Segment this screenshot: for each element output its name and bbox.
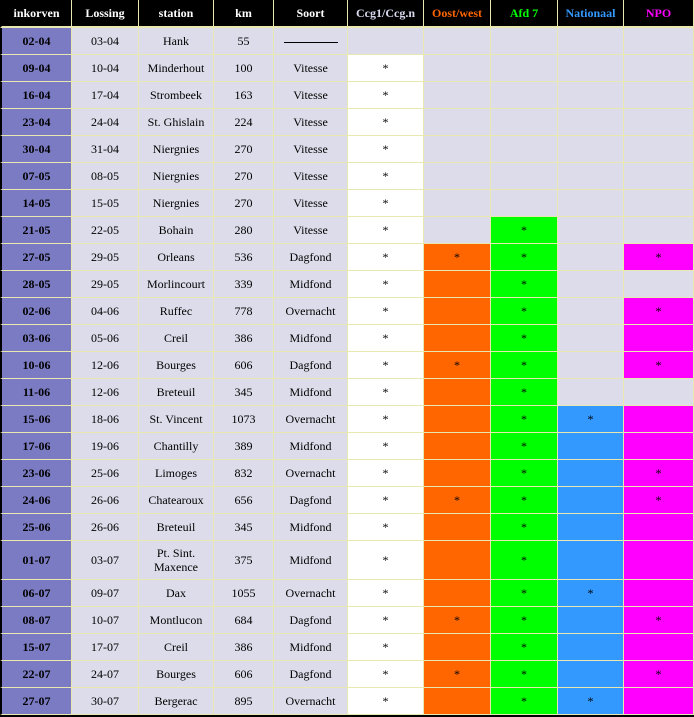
cell-km: 606 xyxy=(214,352,274,379)
cell-km: 1055 xyxy=(214,580,274,607)
cell-ccg: * xyxy=(348,406,424,433)
cell-station: Breteuil xyxy=(139,514,214,541)
cell-afd7: * xyxy=(491,580,558,607)
cell-km: 832 xyxy=(214,460,274,487)
cell-npo xyxy=(624,433,694,460)
cell-lossing: 05-06 xyxy=(72,325,139,352)
cell-station: Bergerac xyxy=(139,688,214,715)
cell-station: Breteuil xyxy=(139,379,214,406)
cell-inkorven: 03-06 xyxy=(0,325,72,352)
cell-nationaal xyxy=(558,433,624,460)
cell-nationaal xyxy=(558,514,624,541)
cell-inkorven: 11-06 xyxy=(0,379,72,406)
cell-ccg: * xyxy=(348,487,424,514)
cell-oost-west: * xyxy=(424,244,491,271)
cell-inkorven: 15-06 xyxy=(0,406,72,433)
cell-km: 389 xyxy=(214,433,274,460)
cell-ccg: * xyxy=(348,109,424,136)
cell-oost-west: * xyxy=(424,661,491,688)
table-header xyxy=(0,0,694,28)
cell-km: 345 xyxy=(214,379,274,406)
cell-nationaal xyxy=(558,28,624,55)
cell-oost-west xyxy=(424,514,491,541)
cell-km: 375 xyxy=(214,541,274,580)
cell-afd7: * xyxy=(491,217,558,244)
cell-station: Orleans xyxy=(139,244,214,271)
table-row xyxy=(0,163,694,190)
cell-nationaal xyxy=(558,298,624,325)
header-inkorven: inkorven xyxy=(0,0,72,28)
cell-soort: Midfond xyxy=(274,634,348,661)
cell-km: 386 xyxy=(214,325,274,352)
cell-npo xyxy=(624,514,694,541)
cell-afd7: * xyxy=(491,406,558,433)
cell-station: Dax xyxy=(139,580,214,607)
cell-inkorven: 27-07 xyxy=(0,688,72,715)
cell-afd7: * xyxy=(491,460,558,487)
cell-soort: Dagfond xyxy=(274,607,348,634)
table-row xyxy=(0,325,694,352)
table-body xyxy=(0,28,694,715)
cell-station: Chantilly xyxy=(139,433,214,460)
cell-lossing: 04-06 xyxy=(72,298,139,325)
cell-km: 270 xyxy=(214,136,274,163)
cell-ccg: * xyxy=(348,541,424,580)
cell-lossing: 15-05 xyxy=(72,190,139,217)
cell-station: Morlincourt xyxy=(139,271,214,298)
table-row xyxy=(0,460,694,487)
cell-nationaal xyxy=(558,607,624,634)
cell-npo xyxy=(624,28,694,55)
cell-afd7: * xyxy=(491,514,558,541)
cell-soort: Vitesse xyxy=(274,82,348,109)
cell-km: 55 xyxy=(214,28,274,55)
cell-afd7: * xyxy=(491,325,558,352)
cell-lossing: 29-05 xyxy=(72,271,139,298)
cell-inkorven: 02-06 xyxy=(0,298,72,325)
cell-ccg: * xyxy=(348,325,424,352)
cell-afd7: * xyxy=(491,298,558,325)
cell-oost-west xyxy=(424,190,491,217)
cell-ccg: * xyxy=(348,514,424,541)
cell-oost-west xyxy=(424,688,491,715)
header-station: station xyxy=(139,0,214,28)
cell-soort: Overnacht xyxy=(274,460,348,487)
cell-lossing: 10-07 xyxy=(72,607,139,634)
cell-nationaal xyxy=(558,460,624,487)
table-row xyxy=(0,244,694,271)
header-ccg: Ccg1/Ccg.n xyxy=(348,0,424,28)
cell-npo xyxy=(624,82,694,109)
cell-soort: Overnacht xyxy=(274,298,348,325)
cell-inkorven: 02-04 xyxy=(0,28,72,55)
table-row xyxy=(0,217,694,244)
cell-oost-west xyxy=(424,379,491,406)
cell-lossing: 17-04 xyxy=(72,82,139,109)
cell-soort: Vitesse xyxy=(274,136,348,163)
cell-npo xyxy=(624,688,694,715)
cell-inkorven: 24-06 xyxy=(0,487,72,514)
cell-lossing: 17-07 xyxy=(72,634,139,661)
table-row xyxy=(0,190,694,217)
cell-km: 386 xyxy=(214,634,274,661)
cell-npo xyxy=(624,109,694,136)
header-afd7: Afd 7 xyxy=(491,0,558,28)
cell-soort: Vitesse xyxy=(274,55,348,82)
cell-station: Bourges xyxy=(139,352,214,379)
cell-ccg xyxy=(348,28,424,55)
cell-soort: Midfond xyxy=(274,379,348,406)
cell-npo xyxy=(624,271,694,298)
cell-inkorven: 07-05 xyxy=(0,163,72,190)
cell-afd7: * xyxy=(491,271,558,298)
cell-oost-west xyxy=(424,460,491,487)
cell-ccg: * xyxy=(348,190,424,217)
cell-nationaal xyxy=(558,55,624,82)
table-row xyxy=(0,109,694,136)
cell-npo xyxy=(624,406,694,433)
cell-soort: Dagfond xyxy=(274,661,348,688)
cell-lossing: 26-06 xyxy=(72,514,139,541)
cell-afd7: * xyxy=(491,379,558,406)
cell-nationaal xyxy=(558,487,624,514)
cell-station: Creil xyxy=(139,325,214,352)
cell-npo: * xyxy=(624,352,694,379)
cell-km: 345 xyxy=(214,514,274,541)
cell-afd7: * xyxy=(491,688,558,715)
header-km: km xyxy=(214,0,274,28)
cell-inkorven: 25-06 xyxy=(0,514,72,541)
cell-afd7: * xyxy=(491,352,558,379)
table-row xyxy=(0,634,694,661)
header-soort: Soort xyxy=(274,0,348,28)
table-row xyxy=(0,514,694,541)
cell-km: 224 xyxy=(214,109,274,136)
cell-km: 339 xyxy=(214,271,274,298)
cell-nationaal xyxy=(558,163,624,190)
cell-npo xyxy=(624,325,694,352)
cell-inkorven: 27-05 xyxy=(0,244,72,271)
cell-station: Hank xyxy=(139,28,214,55)
cell-oost-west xyxy=(424,28,491,55)
table-row xyxy=(0,271,694,298)
cell-km: 280 xyxy=(214,217,274,244)
cell-km: 270 xyxy=(214,163,274,190)
cell-npo xyxy=(624,580,694,607)
cell-npo xyxy=(624,190,694,217)
cell-soort: Dagfond xyxy=(274,352,348,379)
cell-npo xyxy=(624,55,694,82)
cell-npo xyxy=(624,379,694,406)
cell-inkorven: 21-05 xyxy=(0,217,72,244)
cell-lossing: 26-06 xyxy=(72,487,139,514)
cell-nationaal xyxy=(558,661,624,688)
cell-afd7 xyxy=(491,55,558,82)
cell-inkorven: 15-07 xyxy=(0,634,72,661)
cell-soort: Midfond xyxy=(274,433,348,460)
cell-oost-west xyxy=(424,271,491,298)
cell-lossing: 30-07 xyxy=(72,688,139,715)
cell-nationaal: * xyxy=(558,580,624,607)
cell-soort: Midfond xyxy=(274,325,348,352)
cell-inkorven: 06-07 xyxy=(0,580,72,607)
cell-nationaal xyxy=(558,352,624,379)
cell-station: St. Vincent xyxy=(139,406,214,433)
cell-ccg: * xyxy=(348,55,424,82)
cell-oost-west xyxy=(424,580,491,607)
cell-ccg: * xyxy=(348,607,424,634)
cell-oost-west xyxy=(424,433,491,460)
cell-afd7: * xyxy=(491,244,558,271)
cell-oost-west xyxy=(424,163,491,190)
cell-soort: Midfond xyxy=(274,541,348,580)
cell-lossing: 24-07 xyxy=(72,661,139,688)
cell-afd7: * xyxy=(491,634,558,661)
table-row xyxy=(0,661,694,688)
cell-oost-west xyxy=(424,136,491,163)
cell-soort: Vitesse xyxy=(274,217,348,244)
cell-npo xyxy=(624,541,694,580)
cell-nationaal xyxy=(558,271,624,298)
table-row xyxy=(0,379,694,406)
cell-npo: * xyxy=(624,607,694,634)
cell-km: 100 xyxy=(214,55,274,82)
cell-station: St. Ghislain xyxy=(139,109,214,136)
cell-oost-west xyxy=(424,325,491,352)
cell-afd7 xyxy=(491,190,558,217)
cell-oost-west xyxy=(424,55,491,82)
cell-inkorven: 09-04 xyxy=(0,55,72,82)
cell-lossing: 29-05 xyxy=(72,244,139,271)
cell-station: Montlucon xyxy=(139,607,214,634)
table-row xyxy=(0,28,694,55)
cell-inkorven: 10-06 xyxy=(0,352,72,379)
cell-lossing: 25-06 xyxy=(72,460,139,487)
cell-km: 536 xyxy=(214,244,274,271)
cell-soort: Vitesse xyxy=(274,109,348,136)
cell-nationaal: * xyxy=(558,406,624,433)
cell-afd7 xyxy=(491,163,558,190)
cell-lossing: 12-06 xyxy=(72,352,139,379)
cell-inkorven: 23-04 xyxy=(0,109,72,136)
cell-nationaal xyxy=(558,136,624,163)
cell-station: Limoges xyxy=(139,460,214,487)
table-row xyxy=(0,607,694,634)
header-lossing: Lossing xyxy=(72,0,139,28)
cell-ccg: * xyxy=(348,688,424,715)
header-npo: NPO xyxy=(624,0,694,28)
cell-inkorven: 17-06 xyxy=(0,433,72,460)
table-row xyxy=(0,82,694,109)
cell-station: Minderhout xyxy=(139,55,214,82)
cell-npo: * xyxy=(624,244,694,271)
cell-ccg: * xyxy=(348,661,424,688)
cell-npo xyxy=(624,163,694,190)
cell-ccg: * xyxy=(348,634,424,661)
cell-afd7: * xyxy=(491,607,558,634)
cell-lossing: 31-04 xyxy=(72,136,139,163)
cell-ccg: * xyxy=(348,271,424,298)
cell-soort: Dagfond xyxy=(274,244,348,271)
cell-afd7 xyxy=(491,136,558,163)
cell-nationaal xyxy=(558,190,624,217)
cell-afd7 xyxy=(491,28,558,55)
cell-lossing: 09-07 xyxy=(72,580,139,607)
cell-inkorven: 01-07 xyxy=(0,541,72,580)
cell-nationaal xyxy=(558,109,624,136)
cell-lossing: 03-04 xyxy=(72,28,139,55)
cell-ccg: * xyxy=(348,433,424,460)
cell-lossing: 22-05 xyxy=(72,217,139,244)
cell-npo: * xyxy=(624,298,694,325)
cell-soort: Overnacht xyxy=(274,688,348,715)
cell-ccg: * xyxy=(348,82,424,109)
cell-npo xyxy=(624,217,694,244)
cell-oost-west xyxy=(424,82,491,109)
cell-station: Ruffec xyxy=(139,298,214,325)
cell-ccg: * xyxy=(348,352,424,379)
cell-oost-west xyxy=(424,634,491,661)
cell-inkorven: 22-07 xyxy=(0,661,72,688)
cell-afd7: * xyxy=(491,433,558,460)
table-row xyxy=(0,55,694,82)
cell-nationaal: * xyxy=(558,688,624,715)
cell-npo xyxy=(624,634,694,661)
cell-npo: * xyxy=(624,661,694,688)
cell-station: Chatearoux xyxy=(139,487,214,514)
table-row xyxy=(0,541,694,580)
table-row xyxy=(0,298,694,325)
cell-lossing: 08-05 xyxy=(72,163,139,190)
cell-lossing: 03-07 xyxy=(72,541,139,580)
cell-npo xyxy=(624,136,694,163)
cell-npo: * xyxy=(624,487,694,514)
cell-nationaal xyxy=(558,217,624,244)
table-row xyxy=(0,352,694,379)
cell-lossing: 24-04 xyxy=(72,109,139,136)
cell-afd7 xyxy=(491,82,558,109)
cell-station: Pt. Sint. Maxence xyxy=(139,541,214,580)
cell-oost-west xyxy=(424,298,491,325)
cell-lossing: 12-06 xyxy=(72,379,139,406)
table-row xyxy=(0,487,694,514)
cell-soort: Midfond xyxy=(274,514,348,541)
cell-ccg: * xyxy=(348,298,424,325)
cell-oost-west xyxy=(424,406,491,433)
cell-km: 606 xyxy=(214,661,274,688)
cell-nationaal xyxy=(558,244,624,271)
cell-afd7: * xyxy=(491,661,558,688)
cell-soort: Dagfond xyxy=(274,487,348,514)
cell-station: Creil xyxy=(139,634,214,661)
cell-ccg: * xyxy=(348,136,424,163)
cell-nationaal xyxy=(558,634,624,661)
cell-station: Bourges xyxy=(139,661,214,688)
cell-nationaal xyxy=(558,379,624,406)
cell-km: 895 xyxy=(214,688,274,715)
cell-soort: Overnacht xyxy=(274,580,348,607)
cell-km: 163 xyxy=(214,82,274,109)
cell-nationaal xyxy=(558,541,624,580)
cell-lossing: 18-06 xyxy=(72,406,139,433)
cell-ccg: * xyxy=(348,460,424,487)
cell-oost-west: * xyxy=(424,352,491,379)
cell-station: Niergnies xyxy=(139,136,214,163)
cell-ccg: * xyxy=(348,244,424,271)
cell-inkorven: 14-05 xyxy=(0,190,72,217)
cell-km: 1073 xyxy=(214,406,274,433)
cell-soort: Midfond xyxy=(274,271,348,298)
cell-ccg: * xyxy=(348,163,424,190)
table-row xyxy=(0,136,694,163)
cell-inkorven: 23-06 xyxy=(0,460,72,487)
cell-nationaal xyxy=(558,82,624,109)
cell-afd7: * xyxy=(491,541,558,580)
cell-oost-west xyxy=(424,541,491,580)
header-oost-west: Oost/west xyxy=(424,0,491,28)
cell-soort: Vitesse xyxy=(274,190,348,217)
table-row xyxy=(0,433,694,460)
cell-soort: Vitesse xyxy=(274,163,348,190)
cell-npo: * xyxy=(624,460,694,487)
cell-nationaal xyxy=(558,325,624,352)
cell-oost-west: * xyxy=(424,607,491,634)
cell-km: 270 xyxy=(214,190,274,217)
dash-line xyxy=(284,42,338,43)
cell-station: Niergnies xyxy=(139,163,214,190)
cell-ccg: * xyxy=(348,217,424,244)
cell-station: Niergnies xyxy=(139,190,214,217)
cell-station: Strombeek xyxy=(139,82,214,109)
cell-oost-west xyxy=(424,109,491,136)
cell-inkorven: 08-07 xyxy=(0,607,72,634)
cell-soort: Overnacht xyxy=(274,406,348,433)
table-row xyxy=(0,688,694,715)
header-nationaal: Nationaal xyxy=(558,0,624,28)
cell-inkorven: 28-05 xyxy=(0,271,72,298)
cell-km: 656 xyxy=(214,487,274,514)
cell-inkorven: 30-04 xyxy=(0,136,72,163)
table-row xyxy=(0,406,694,433)
cell-ccg: * xyxy=(348,580,424,607)
cell-lossing: 19-06 xyxy=(72,433,139,460)
cell-ccg: * xyxy=(348,379,424,406)
table-row xyxy=(0,580,694,607)
cell-station: Bohain xyxy=(139,217,214,244)
cell-km: 778 xyxy=(214,298,274,325)
cell-afd7: * xyxy=(491,487,558,514)
cell-lossing: 10-04 xyxy=(72,55,139,82)
cell-soort xyxy=(274,28,348,55)
cell-km: 684 xyxy=(214,607,274,634)
cell-oost-west: * xyxy=(424,487,491,514)
cell-oost-west xyxy=(424,217,491,244)
cell-inkorven: 16-04 xyxy=(0,82,72,109)
cell-afd7 xyxy=(491,109,558,136)
